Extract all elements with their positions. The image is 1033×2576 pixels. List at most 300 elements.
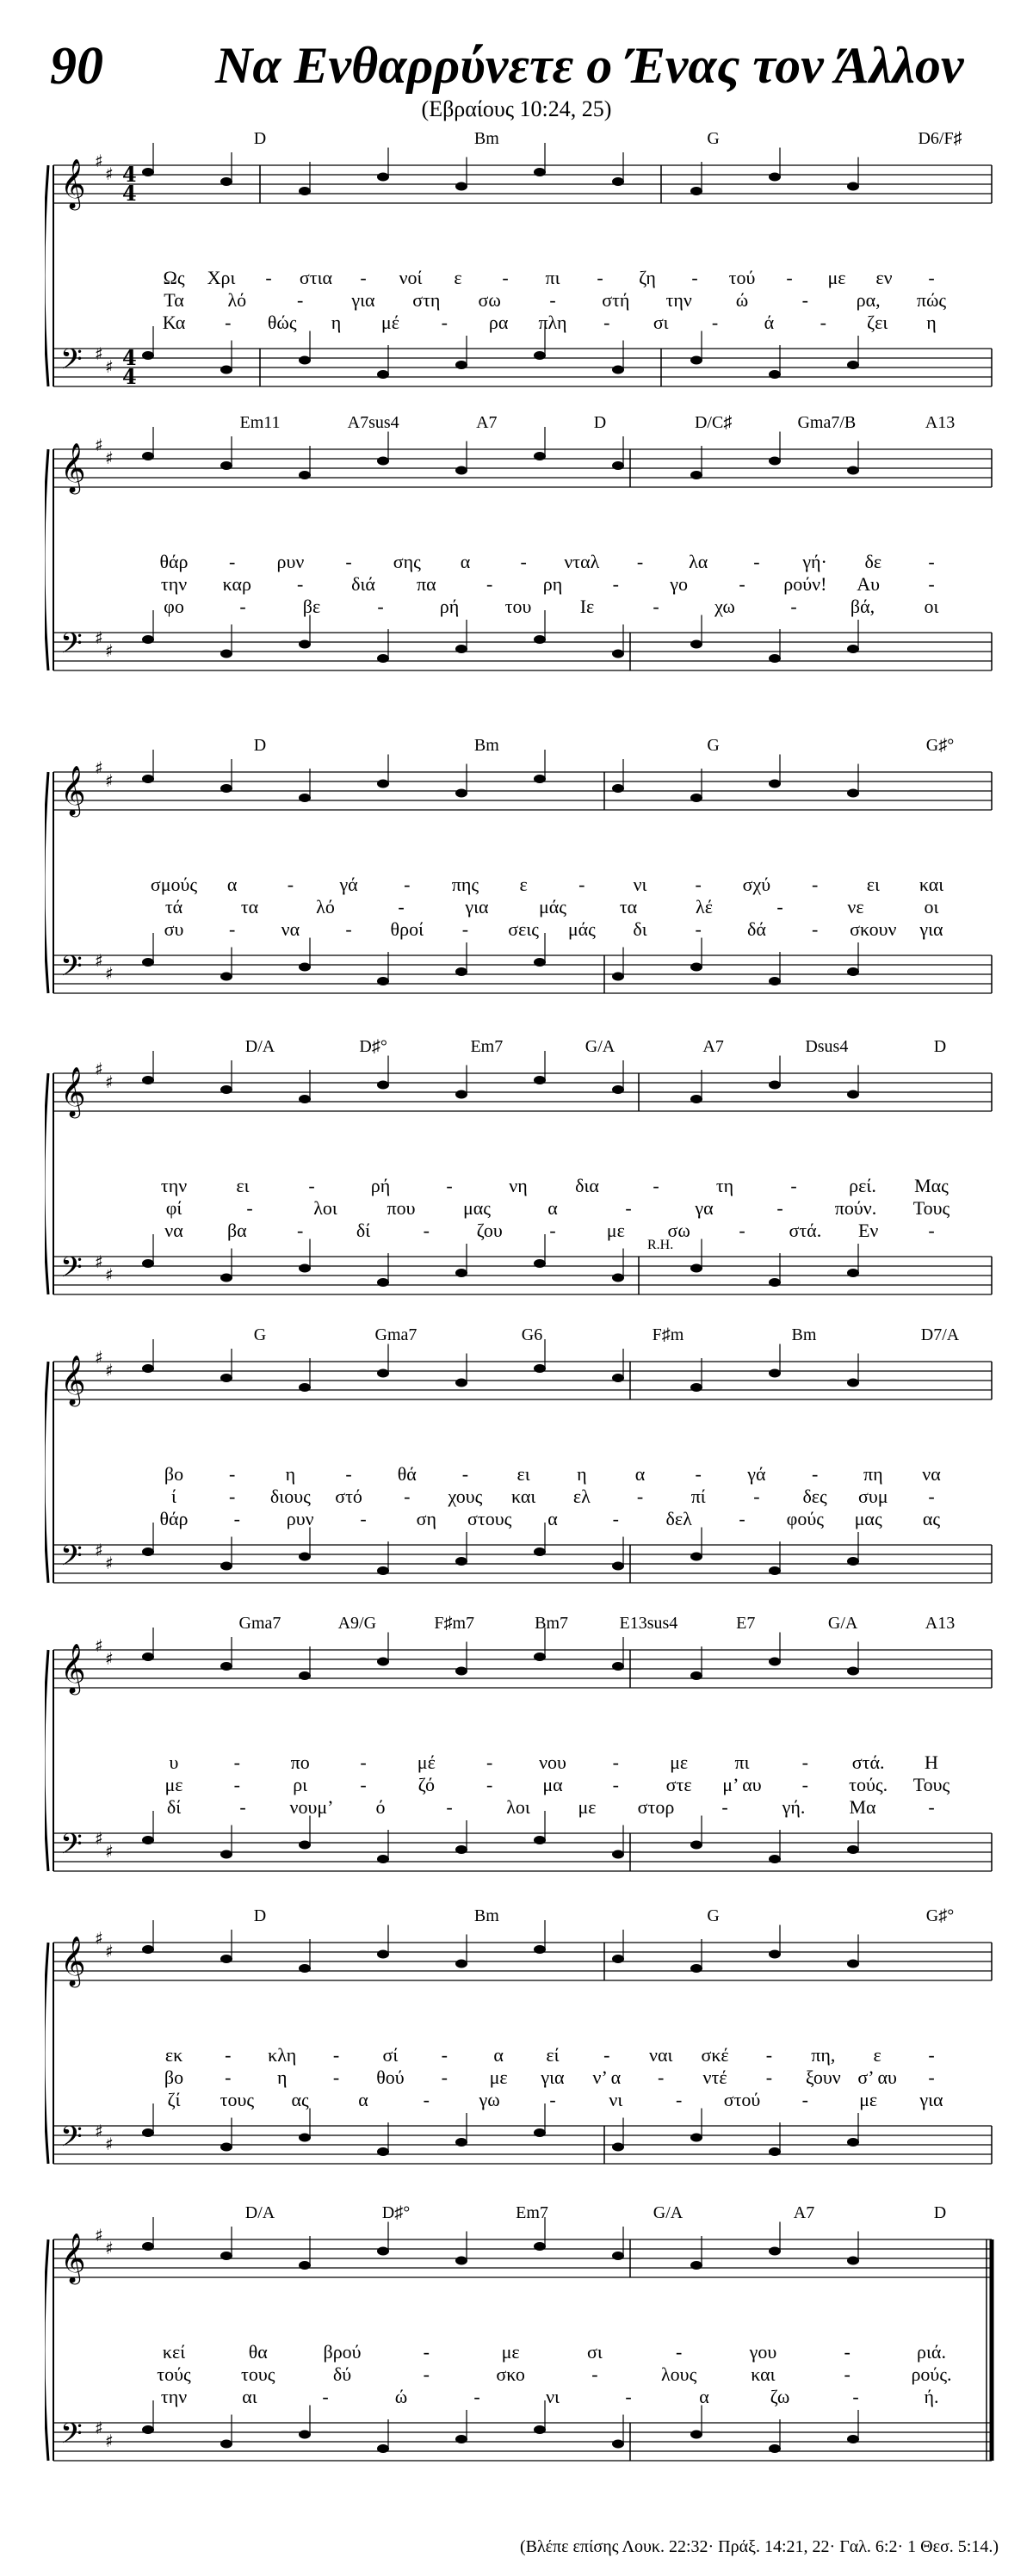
- lyric-syllable: για: [919, 918, 943, 940]
- note-head: [220, 650, 232, 658]
- lyric-syllable: βε: [302, 596, 321, 617]
- note-head: [142, 2242, 154, 2251]
- lyric-syllable: -: [360, 1508, 367, 1529]
- lyric-syllable: γή·: [802, 551, 827, 572]
- chord-symbol: D/C♯: [694, 413, 733, 432]
- lyric-syllable: -: [360, 267, 367, 288]
- lyric-syllable: δε: [864, 551, 882, 572]
- note-head: [220, 1850, 232, 1859]
- lyric-syllable: -: [612, 1508, 619, 1529]
- note-head: [690, 1964, 702, 1973]
- lyric-syllable: τα: [240, 896, 259, 917]
- lyric-syllable: -: [753, 1486, 760, 1507]
- note-head: [377, 654, 389, 663]
- lyric-syllable: -: [820, 312, 826, 333]
- sharp-icon: ♯: [105, 1648, 114, 1669]
- lyric-syllable: -: [322, 2386, 329, 2407]
- lyric-syllable: βα: [226, 1220, 247, 1241]
- lyric-syllable: -: [790, 596, 797, 617]
- note-head: [847, 645, 859, 653]
- note-head: [220, 1955, 232, 1963]
- lyric-syllable: -: [233, 1751, 240, 1773]
- note-head: [847, 2257, 859, 2265]
- note-head: [847, 1090, 859, 1099]
- lyric-syllable: φούς: [786, 1508, 824, 1529]
- lyric-syllable: -: [229, 1486, 236, 1507]
- note-head: [690, 187, 702, 195]
- sharp-icon: ♯: [105, 1072, 114, 1092]
- lyric-syllable: Κα: [162, 312, 186, 333]
- note-head: [142, 1259, 154, 1268]
- note-head: [299, 1964, 311, 1973]
- note-head: [377, 1278, 389, 1287]
- lyric-syllable: μας: [854, 1508, 882, 1529]
- chord-symbol: F♯m: [652, 1325, 684, 1344]
- sharp-icon: ♯: [105, 1553, 114, 1573]
- lyric-syllable: μέ: [380, 312, 399, 333]
- chord-symbol: F♯m7: [434, 1614, 475, 1633]
- note-head: [455, 1379, 467, 1387]
- lyric-syllable: ρη: [542, 573, 563, 595]
- lyric-syllable: -: [246, 1197, 253, 1219]
- lyric-syllable: ρούν!: [783, 573, 827, 595]
- time-signature: 4: [122, 364, 137, 389]
- lyric-syllable: βά,: [850, 596, 875, 617]
- note-head: [299, 1264, 311, 1273]
- lyric-syllable: με: [827, 267, 846, 288]
- lyric-syllable: ρυν: [286, 1508, 314, 1529]
- note-head: [220, 2252, 232, 2260]
- chord-symbol: G: [707, 736, 720, 755]
- chord-symbol: D: [253, 1906, 267, 1925]
- brace: [45, 449, 48, 670]
- lyric-syllable: σκουν: [850, 918, 897, 940]
- note-head: [769, 780, 781, 788]
- note-head: [377, 780, 389, 788]
- sharp-icon: ♯: [95, 1251, 103, 1272]
- lyric-syllable: στους: [467, 1508, 512, 1529]
- lyric-syllable: με: [670, 1751, 689, 1773]
- lyric-syllable: -: [811, 1463, 819, 1485]
- lyric-syllable: και: [919, 874, 944, 895]
- note-head: [847, 1667, 859, 1676]
- sharp-icon: ♯: [105, 356, 114, 377]
- note-head: [769, 370, 781, 379]
- lyric-syllable: -: [591, 2363, 598, 2385]
- chord-symbol: D: [933, 2203, 947, 2222]
- note-head: [769, 173, 781, 182]
- note-head: [847, 1845, 859, 1854]
- lyric-syllable: νι: [633, 874, 647, 895]
- sharp-icon: ♯: [95, 1059, 103, 1079]
- chord-symbol: D♯°: [381, 2203, 411, 2222]
- lyric-syllable: με: [489, 2066, 508, 2088]
- sharp-icon: ♯: [95, 757, 103, 778]
- chord-symbol: G♯°: [925, 736, 955, 755]
- lyric-syllable: -: [296, 573, 304, 595]
- lyric-syllable: με: [606, 1220, 625, 1241]
- lyric-syllable: βο: [164, 1463, 184, 1485]
- lyric-syllable: -: [296, 1220, 304, 1241]
- lyric-syllable: ζω: [770, 2386, 790, 2407]
- sharp-icon: ♯: [95, 950, 103, 971]
- lyric-syllable: -: [721, 1796, 728, 1818]
- chord-symbol: Bm: [473, 1906, 499, 1925]
- bass-clef-icon: 𝄢: [60, 1828, 83, 1868]
- chord-symbol: D♯°: [359, 1037, 387, 1056]
- sharp-icon: ♯: [95, 1828, 103, 1849]
- note-head: [455, 1667, 467, 1676]
- note-head: [534, 168, 546, 176]
- note-head: [847, 1379, 859, 1387]
- lyric-syllable: πη,: [811, 2044, 836, 2066]
- lyric-syllable: Ως: [163, 267, 185, 288]
- lyric-syllable: -: [612, 1774, 619, 1795]
- lyric-syllable: -: [441, 312, 448, 333]
- note-head: [690, 963, 702, 972]
- lyric-syllable: -: [765, 2044, 773, 2066]
- note-head: [299, 1095, 311, 1103]
- note-head: [142, 958, 154, 967]
- sharp-icon: ♯: [105, 1360, 114, 1381]
- lyric-syllable: ρι: [293, 1774, 308, 1795]
- lyric-syllable: πώς: [916, 289, 947, 311]
- lyric-syllable: με: [578, 1796, 597, 1818]
- lyric-syllable: γή.: [782, 1796, 806, 1818]
- lyric-syllable: υ: [169, 1751, 179, 1773]
- note-head: [534, 1945, 546, 1954]
- note-head: [220, 784, 232, 793]
- lyric-syllable: γά: [339, 874, 358, 895]
- lyric-syllable: στή: [602, 289, 630, 311]
- lyric-syllable: Μας: [914, 1175, 949, 1196]
- lyric-syllable: -: [928, 1796, 935, 1818]
- lyric-syllable: ας: [291, 2089, 309, 2110]
- song-title: Να Ενθαρρύνετε ο Ένας τον Άλλον: [215, 37, 964, 94]
- note-head: [612, 2252, 624, 2260]
- note-head: [690, 1095, 702, 1103]
- lyric-syllable: λους: [661, 2363, 697, 2385]
- chord-symbol: E7: [736, 1614, 756, 1633]
- lyric-syllable: -: [739, 573, 745, 595]
- note-head: [455, 1845, 467, 1854]
- lyric-syllable: ει: [866, 874, 880, 895]
- note-head: [377, 2147, 389, 2156]
- lyric-syllable: σεις: [508, 918, 540, 940]
- lyric-syllable: -: [801, 289, 808, 311]
- note-head: [220, 1662, 232, 1671]
- lyric-syllable: ώ: [394, 2386, 408, 2407]
- note-head: [612, 784, 624, 793]
- lyric-syllable: πης: [451, 874, 479, 895]
- note-head: [690, 1553, 702, 1561]
- lyric-syllable: -: [739, 1508, 745, 1529]
- lyric-syllable: -: [603, 312, 610, 333]
- note-head: [455, 967, 467, 976]
- chord-symbol: Em11: [239, 413, 281, 432]
- sharp-icon: ♯: [105, 2238, 114, 2258]
- lyric-syllable: ει: [516, 1463, 530, 1485]
- note-head: [220, 2143, 232, 2152]
- chord-symbol: D/A: [244, 2203, 275, 2222]
- lyric-syllable: πι: [734, 1751, 750, 1773]
- sharp-icon: ♯: [105, 1841, 114, 1862]
- lyric-syllable: ώ: [735, 289, 749, 311]
- lyric-syllable: -: [225, 312, 232, 333]
- note-head: [847, 1960, 859, 1968]
- lyric-syllable: Η: [925, 1751, 938, 1773]
- lyric-syllable: -: [691, 267, 698, 288]
- lyric-syllable: -: [603, 2044, 610, 2066]
- lyric-syllable: σχύ: [742, 874, 771, 895]
- chord-symbol: G: [707, 129, 720, 148]
- note-head: [612, 177, 624, 186]
- note-head: [455, 1960, 467, 1968]
- bass-clef-icon: 𝄢: [60, 343, 83, 383]
- staff-svg: [45, 2203, 1000, 2487]
- lyric-syllable: λα: [689, 551, 708, 572]
- note-head: [220, 366, 232, 374]
- note-head: [142, 775, 154, 783]
- lyric-syllable: ε: [519, 874, 528, 895]
- lyric-syllable: σκέ: [701, 2044, 729, 2066]
- lyric-syllable: η: [926, 312, 937, 333]
- lyric-syllable: την: [160, 2386, 188, 2407]
- lyric-syllable: δες: [802, 1486, 827, 1507]
- lyric-syllable: -: [441, 2066, 448, 2088]
- note-head: [534, 958, 546, 967]
- lyric-syllable: -: [776, 896, 783, 917]
- lyric-syllable: -: [229, 918, 236, 940]
- lyric-syllable: με: [859, 2089, 878, 2110]
- lyric-syllable: -: [790, 1175, 797, 1196]
- sharp-icon: ♯: [95, 343, 103, 364]
- lyric-syllable: -: [225, 2066, 232, 2088]
- chord-symbol: Gma7: [238, 1614, 281, 1633]
- note-head: [220, 1562, 232, 1571]
- chord-symbol: Gma7/B: [797, 413, 857, 432]
- lyric-syllable: καρ: [222, 573, 252, 595]
- note-head: [377, 1081, 389, 1090]
- lyric-syllable: ρούς.: [911, 2363, 952, 2385]
- lyric-syllable: -: [801, 1751, 808, 1773]
- note-head: [690, 2134, 702, 2142]
- lyric-syllable: να: [281, 918, 300, 940]
- note-head: [534, 2128, 546, 2137]
- note-head: [534, 1652, 546, 1661]
- lyric-syllable: γω: [479, 2089, 500, 2110]
- lyric-syllable: α: [699, 2386, 709, 2407]
- lyric-syllable: θάρ: [159, 551, 189, 572]
- lyric-syllable: -: [636, 551, 644, 572]
- lyric-syllable: λοι: [313, 1197, 337, 1219]
- note-head: [769, 2444, 781, 2453]
- sharp-icon: ♯: [95, 1540, 103, 1560]
- lyric-syllable: α: [460, 551, 471, 572]
- note-head: [690, 794, 702, 802]
- note-head: [847, 361, 859, 369]
- lyric-syllable: στορ: [637, 1796, 675, 1818]
- note-head: [299, 1553, 311, 1561]
- bass-clef-icon: 𝄢: [60, 2418, 83, 2457]
- chord-symbol: Bm7: [535, 1614, 569, 1633]
- sharp-icon: ♯: [105, 1941, 114, 1961]
- lyric-syllable: -: [404, 874, 411, 895]
- lyric-syllable: ν’ α: [592, 2066, 622, 2088]
- music-system: [45, 129, 1000, 413]
- note-head: [142, 2128, 154, 2137]
- note-head: [455, 2257, 467, 2265]
- note-head: [142, 635, 154, 644]
- lyric-syllable: Τους: [912, 1197, 950, 1219]
- note-head: [612, 1274, 624, 1282]
- lyric-syllable: ελ: [572, 1486, 591, 1507]
- chord-symbol: A7sus4: [347, 413, 399, 432]
- lyric-syllable: σης: [393, 551, 421, 572]
- chord-symbol: A9/G: [337, 1614, 377, 1633]
- lyric-syllable: -: [765, 2066, 773, 2088]
- lyric-syllable: -: [653, 596, 659, 617]
- lyric-syllable: ε: [454, 267, 462, 288]
- note-head: [142, 1945, 154, 1954]
- note-head: [612, 973, 624, 981]
- note-head: [299, 1841, 311, 1850]
- lyric-syllable: χω: [714, 596, 735, 617]
- lyric-syllable: -: [308, 1175, 315, 1196]
- note-head: [455, 361, 467, 369]
- lyric-syllable: γου: [749, 2341, 777, 2363]
- sharp-icon: ♯: [105, 770, 114, 791]
- note-head: [690, 471, 702, 479]
- lyric-syllable: ρα,: [856, 289, 881, 311]
- lyric-syllable: τη: [715, 1175, 734, 1196]
- lyric-syllable: δύ: [332, 2363, 352, 2385]
- bass-clef-icon: 𝄢: [60, 2121, 83, 2160]
- lyric-syllable: κεί: [162, 2341, 186, 2363]
- lyric-syllable: -: [461, 918, 469, 940]
- note-head: [455, 1090, 467, 1099]
- note-head: [612, 2143, 624, 2152]
- sharp-icon: ♯: [105, 2134, 114, 2154]
- note-head: [769, 1950, 781, 1959]
- note-head: [299, 963, 311, 972]
- lyric-syllable: τά: [164, 896, 183, 917]
- staff-svg: [45, 129, 1000, 413]
- lyric-syllable: και: [751, 2363, 776, 2385]
- note-head: [690, 1383, 702, 1392]
- lyric-syllable: δελ: [665, 1508, 692, 1529]
- lyric-syllable: θροί: [390, 918, 424, 940]
- chord-symbol: Em7: [470, 1037, 504, 1056]
- lyric-syllable: ί: [171, 1486, 176, 1507]
- brace: [45, 2239, 48, 2461]
- lyric-syllable: για: [465, 896, 489, 917]
- note-head: [534, 775, 546, 783]
- lyric-syllable: Χρι: [207, 267, 236, 288]
- brace: [45, 1650, 48, 1871]
- lyric-syllable: -: [739, 1220, 745, 1241]
- lyric-syllable: -: [332, 2066, 340, 2088]
- note-head: [769, 457, 781, 466]
- note-head: [690, 356, 702, 365]
- note-head: [612, 650, 624, 658]
- lyric-syllable: Εν: [857, 1220, 879, 1241]
- note-head: [299, 471, 311, 479]
- note-head: [455, 466, 467, 475]
- lyric-syllable: -: [695, 874, 702, 895]
- lyric-syllable: ση: [416, 1508, 437, 1529]
- lyric-syllable: την: [160, 573, 188, 595]
- lyric-syllable: -: [360, 1774, 367, 1795]
- lyric-syllable: -: [597, 267, 603, 288]
- lyric-syllable: εν: [875, 267, 893, 288]
- lyric-syllable: θάρ: [159, 1508, 189, 1529]
- lyric-syllable: α: [547, 1508, 558, 1529]
- note-head: [769, 654, 781, 663]
- lyric-syllable: πλη: [538, 312, 567, 333]
- music-system: [45, 736, 1000, 1020]
- lyric-syllable: σκο: [496, 2363, 525, 2385]
- chord-symbol: Bm: [473, 129, 499, 148]
- note-head: [612, 1374, 624, 1382]
- lyric-syllable: η: [331, 312, 342, 333]
- bass-clef-icon: 𝄢: [60, 950, 83, 990]
- bass-clef-icon: 𝄢: [60, 1251, 83, 1291]
- lyric-syllable: -: [423, 1220, 430, 1241]
- lyric-syllable: γα: [695, 1197, 714, 1219]
- lyric-syllable: -: [423, 2341, 430, 2363]
- note-head: [769, 977, 781, 985]
- lyric-syllable: -: [549, 1220, 556, 1241]
- lyric-syllable: ρή: [370, 1175, 391, 1196]
- lyric-syllable: τού: [728, 267, 756, 288]
- rh-marking: R.H.: [647, 1238, 674, 1252]
- time-signature: 4: [122, 345, 137, 370]
- lyric-syllable: η: [285, 1463, 296, 1485]
- note-head: [220, 2440, 232, 2449]
- lyric-syllable: -: [229, 1463, 236, 1485]
- note-head: [299, 794, 311, 802]
- lyric-syllable: ζό: [418, 1774, 435, 1795]
- lyric-syllable: εί: [546, 2044, 560, 2066]
- note-head: [299, 2431, 311, 2439]
- lyric-syllable: η: [276, 2066, 288, 2088]
- lyric-syllable: ζει: [867, 312, 888, 333]
- note-head: [534, 1076, 546, 1084]
- lyric-syllable: θώς: [267, 312, 297, 333]
- sharp-icon: ♯: [95, 627, 103, 648]
- chord-symbol: D: [253, 736, 267, 755]
- staff-svg: [45, 1906, 1000, 2190]
- note-head: [455, 1269, 467, 1277]
- lyric-syllable: στού: [723, 2089, 761, 2110]
- chord-symbol: A7: [702, 1037, 724, 1056]
- music-system: [45, 1906, 1000, 2190]
- lyric-syllable: -: [423, 2089, 430, 2110]
- note-head: [142, 1836, 154, 1844]
- footer-references: (Βλέπε επίσης Λουκ. 22:32· Πράξ. 14:21, 22· Γαλ. 6:2· 1 Θεσ. 5:14.): [519, 2537, 999, 2556]
- time-signature: 4: [122, 162, 137, 187]
- chord-symbol: G/A: [585, 1037, 615, 1056]
- lyric-syllable: -: [928, 1486, 935, 1507]
- lyric-syllable: λό: [227, 289, 247, 311]
- lyric-syllable: -: [711, 312, 719, 333]
- lyric-syllable: και: [510, 1486, 536, 1507]
- sharp-icon: ♯: [95, 1928, 103, 1949]
- lyric-syllable: α: [226, 874, 238, 895]
- lyric-syllable: -: [360, 1751, 367, 1773]
- note-head: [534, 452, 546, 460]
